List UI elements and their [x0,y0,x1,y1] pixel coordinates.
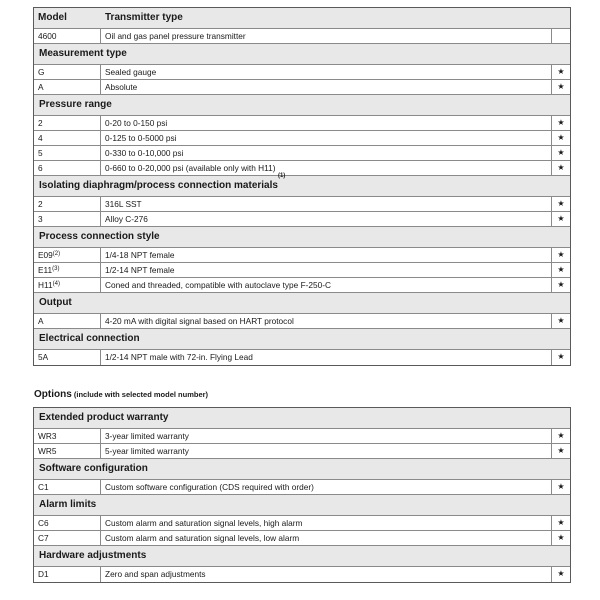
option-code-cell [34,444,101,458]
option-code-cell [34,116,101,130]
option-description: Zero and span adjustments [101,567,552,582]
section-header [34,173,570,197]
option-code: A [38,82,44,92]
option-code: G [38,67,45,77]
section-header [34,293,570,314]
option-code-cell [34,263,101,277]
option-description: 1/2-14 NPT female [101,263,552,277]
section-title: Output [39,297,72,308]
transmitter-type-column-header: Transmitter type [105,12,183,23]
option-code: 3 [38,214,43,224]
option-code: 6 [38,163,43,173]
option-code-cell [34,146,101,160]
standard-star: ★ [557,280,565,289]
table-row [34,429,570,444]
option-code-cell [34,480,101,494]
option-code: 5A [38,352,49,362]
table-row [34,161,570,176]
option-description: 316L SST [101,197,552,211]
section-header [34,227,570,248]
table-row [34,146,570,161]
model-code-table [33,7,571,366]
option-description: Absolute [101,80,552,94]
table-row [34,197,570,212]
option-code-cell [34,278,101,292]
option-description: 1/2-14 NPT male with 72-in. Flying Lead [101,350,552,365]
section-title: Extended product warranty [39,412,169,423]
standard-star: ★ [557,199,565,208]
option-code-cell [34,314,101,328]
table-row [34,350,570,365]
model-standard-cell [552,29,570,43]
option-description: Custom alarm and saturation signal levels, low alarm [101,531,552,545]
table-row [34,314,570,329]
standard-star: ★ [557,250,565,259]
option-description: 1/4-18 NPT female [101,248,552,262]
option-code-cell [34,567,101,582]
option-description: 5-year limited warranty [101,444,552,458]
table-row [34,263,570,278]
table-row [34,131,570,146]
section-header [34,408,570,429]
section-header [34,546,570,567]
table-header [34,8,570,29]
option-code: WR3 [38,431,57,441]
standard-star: ★ [557,163,565,172]
options-heading [34,389,208,400]
standard-star: ★ [557,482,565,491]
option-description: Custom software configuration (CDS required with order) [101,480,552,494]
table-row [34,80,570,95]
table-row [34,116,570,131]
section-title: Isolating diaphragm/process connection materials [39,180,278,191]
option-code: C7 [38,533,49,543]
standard-star: ★ [557,67,565,76]
option-code: E11 [38,265,53,275]
standard-star: ★ [557,446,565,455]
table-row [34,444,570,459]
table-row [34,480,570,495]
section-footnote-ref: (1) [277,173,286,179]
option-code-cell [34,516,101,530]
option-description: Sealed gauge [101,65,552,79]
option-code: C6 [38,518,49,528]
option-description: 4-20 mA with digital signal based on HART protocol [101,314,552,328]
model-description: Oil and gas panel pressure transmitter [101,29,552,43]
standard-star: ★ [557,518,565,527]
option-code: H11 [38,280,53,290]
footnote-ref: (4) [52,281,60,287]
option-code-cell [34,161,101,175]
options-title: Options [34,389,72,400]
table-row [34,567,570,582]
option-description: 0-20 to 0-150 psi [101,116,552,130]
table-row [34,278,570,293]
option-code: 2 [38,199,43,209]
section-header [34,329,570,350]
table-row [34,65,570,80]
standard-star: ★ [557,82,565,91]
option-code: D1 [38,569,49,579]
standard-star: ★ [557,316,565,325]
options-note: (include with selected model number) [71,390,209,399]
option-description: 3-year limited warranty [101,429,552,443]
section-title: Electrical connection [39,333,140,344]
option-code-cell [34,248,101,262]
options-table [33,407,571,583]
option-description: Coned and threaded, compatible with autoclave type F-250-C [101,278,552,292]
option-code-cell [34,65,101,79]
option-code: 5 [38,148,43,158]
table-row [34,212,570,227]
option-code: C1 [38,482,49,492]
standard-star: ★ [557,431,565,440]
section-header [34,495,570,516]
option-description: 0-660 to 0-20,000 psi (available only with H11) [101,161,552,175]
table-row [34,516,570,531]
standard-star: ★ [557,133,565,142]
option-code: WR5 [38,446,57,456]
section-header [34,95,570,116]
standard-star: ★ [557,118,565,127]
section-header [34,44,570,65]
table-row [34,248,570,263]
standard-star: ★ [557,265,565,274]
section-title: Measurement type [39,48,127,59]
option-code: 2 [38,118,43,128]
footnote-ref: (3) [52,266,60,272]
section-title: Software configuration [39,463,148,474]
option-code-cell [34,350,101,365]
standard-star: ★ [557,214,565,223]
option-description: 0-125 to 0-5000 psi [101,131,552,145]
section-header [34,459,570,480]
table-row [34,531,570,546]
standard-star: ★ [557,352,565,361]
section-title: Hardware adjustments [39,550,147,561]
section-title: Alarm limits [39,499,97,510]
option-code-cell [34,80,101,94]
option-code: A [38,316,44,326]
option-description: Alloy C-276 [101,212,552,226]
standard-star: ★ [557,533,565,542]
option-code-cell [34,197,101,211]
footnote-ref: (2) [52,251,61,257]
option-description: 0-330 to 0-10,000 psi [101,146,552,160]
option-code-cell [34,131,101,145]
model-row [34,29,570,44]
option-code-cell [34,212,101,226]
option-code: 4 [38,133,43,143]
option-code-cell [34,429,101,443]
section-title: Process connection style [39,231,160,242]
model-column-header: Model [38,12,67,23]
standard-star: ★ [557,148,565,157]
option-code: E09 [38,250,53,260]
section-title: Pressure range [39,99,112,110]
model-code: 4600 [34,29,101,43]
standard-star: ★ [557,569,565,578]
option-description: Custom alarm and saturation signal levels, high alarm [101,516,552,530]
option-code-cell [34,531,101,545]
